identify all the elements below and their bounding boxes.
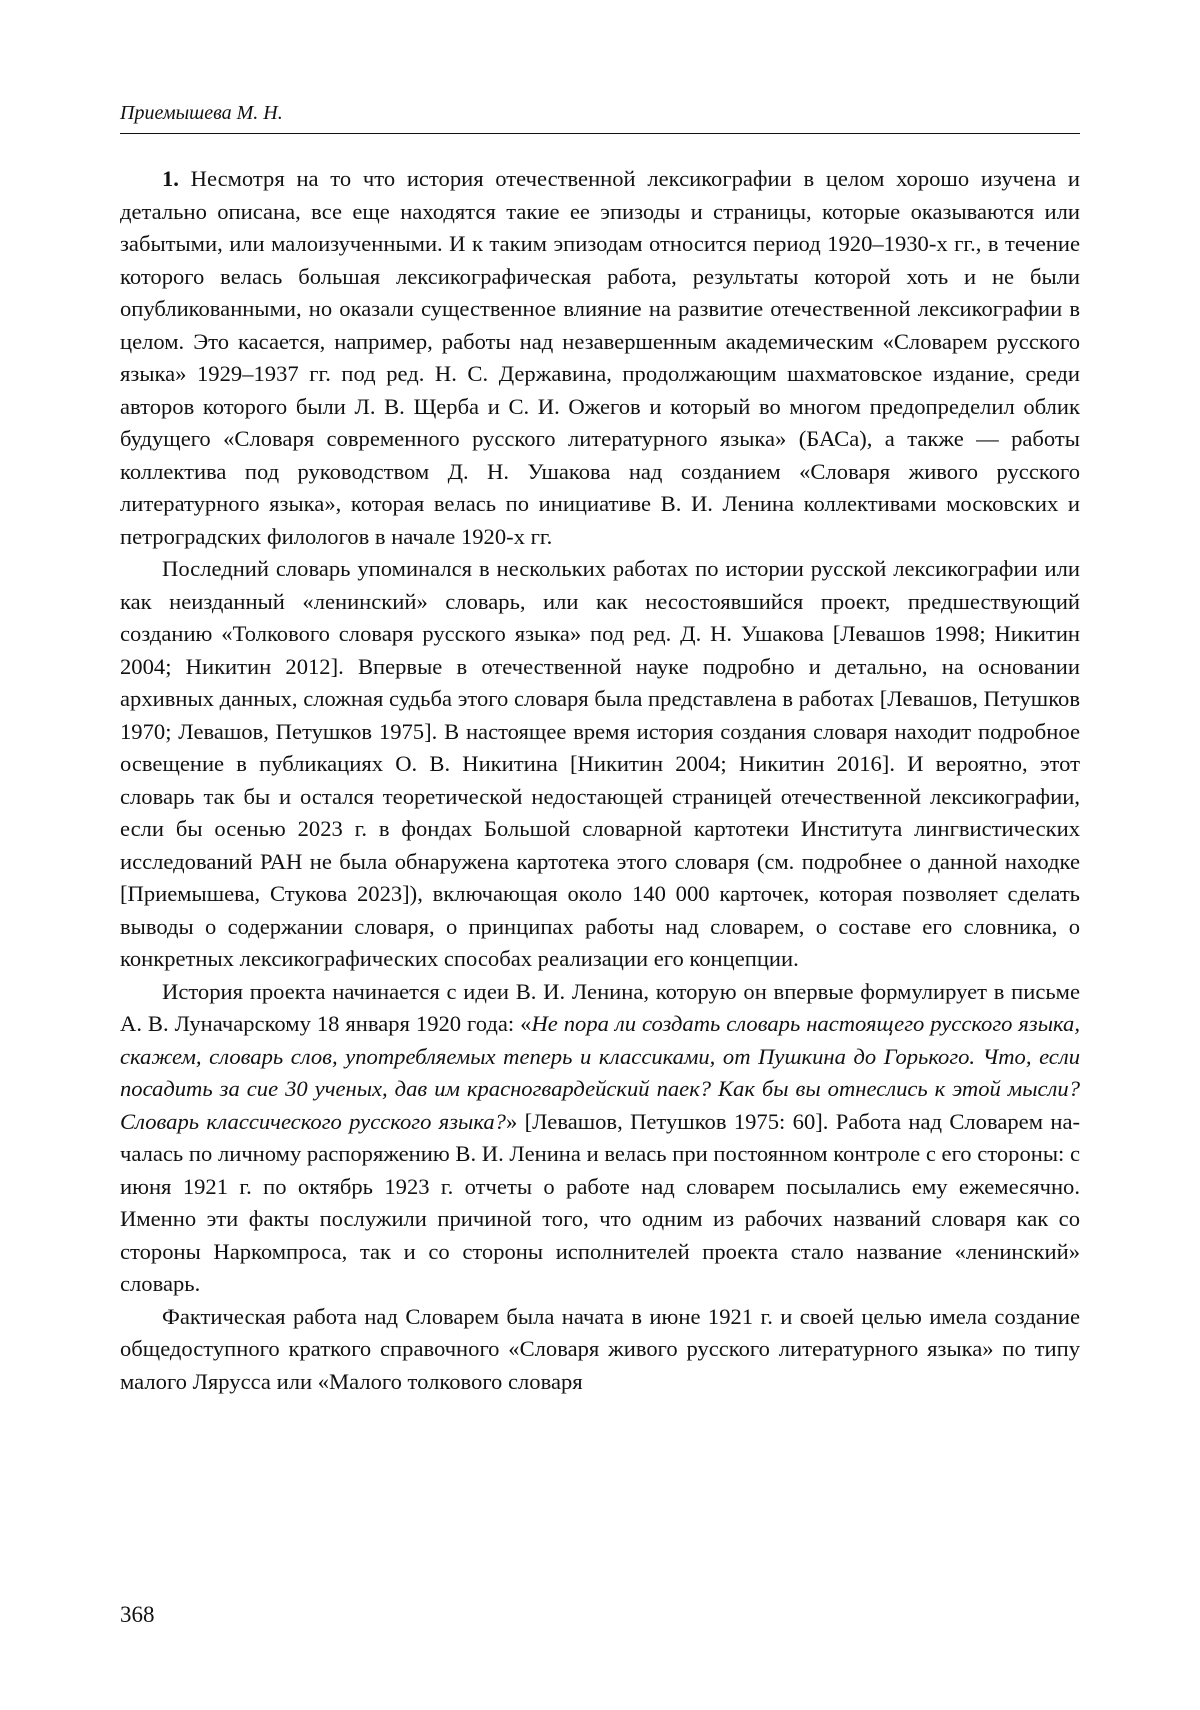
section-number: 1. bbox=[162, 166, 179, 191]
paragraph-4: Фактическая работа над Словарем была начата в июне 1921 г. и своей целью имела создание общедоступного краткого справочного «Словаря живого русского литературного языка» по типу малого Лярусса или «Малого толкового словаря bbox=[120, 1303, 1080, 1394]
paragraph-3-rest: » [Левашов, Петушков 1975: 60]. Работа над Словарем началась по личному распоряжению В. И. Ленина и велась при постоянном контроле с его стороны: с июня 1921 г. по октябрь 1923 г. отчеты о работе над словарем посылались ему ежемесячно. Именно эти факты послужили причиной того, что одним из рабочих названий словаря как со стороны Наркомпроса, так и со стороны исполнителей проекта стало название «ленинский» словарь. bbox=[120, 1108, 1081, 1296]
paragraph-3-lead: История проекта начинается с идеи В. И. Ленина, которую он впервые формулирует в письме А. В. Луначарскому 18 января 1920 года: « bbox=[120, 978, 1080, 1036]
header-divider bbox=[120, 133, 1080, 134]
paragraph-1-text: Несмотря на то что история отечественной лексикографии в целом хорошо изучена и детально описана, все еще находятся такие ее эпизоды и страницы, которые оказываются или забытыми, или малоизученными. И к таким эпизодам относится период 1920–1930-х гг., в течение которого велась большая лексикографическая работа, результаты которой хоть и не были опубликованными, но оказали существенное влияние на развитие отечественной лексикографии в целом. Это касается, например, работы над незавершенным академическим «Словарем русского языка» 1929–1937 гг. под ред. Н. С. Державина, продолжающим шахматовское издание, среди авторов которого были Л. В. Щерба и С. И. Ожегов и который во многом предопределил облик будущего «Словаря современного русского литературного языка» (БАСа), а также — работы коллектива под руководством Д. Н. Ушакова над созданием «Словаря живого русского литературного языка», которая велась по инициативе В. И. Ленина коллективами московских и петроградских филологов в начале 1920-х гг. bbox=[120, 166, 1080, 549]
paragraph-1 bbox=[120, 163, 1080, 553]
paragraph-3 bbox=[120, 976, 1080, 1301]
running-head-author: Приемышева М. Н. bbox=[120, 102, 283, 124]
article-body bbox=[120, 163, 1080, 1398]
lenin-quote: Не пора ли создать словарь настоящего русского языка, скажем, словарь слов, употребляемых теперь и классиками, от Пушкина до Горького. Что, если посадить за сие 30 ученых, дав им красногвардейский паек? Как бы вы отнеслись к этой мысли? Словарь классического русского языка? bbox=[120, 1011, 1080, 1134]
paragraph-2: Последний словарь упоминался в нескольких работах по истории русской лексикографии или как неизданный «ленинский» словарь, или как несостоявшийся проект, предшествующий созданию «Толкового словаря русского языка» под ред. Д. Н. Ушакова [Левашов 1998; Никитин 2004; Никитин 2012]. Впервые в отечественной науке подробно и детально, на основании архивных данных, сложная судьба этого словаря была представлена в работах [Левашов, Петушков 1970; Левашов, Петушков 1975]. В настоящее время история создания словаря находит подробное освещение в публикациях О. В. Никитина [Никитин 2004; Никитин 2016]. И вероятно, этот словарь так бы и остался теоретической недостающей страницей отечественной лексикографии, если бы осенью 2023 г. в фондах Большой словарной картотеки Института лингвистических исследований РАН не была обнаружена картотека этого словаря (см. подробнее о данной находке [Приемышева, Стукова 2023]), включающая около 140 000 карточек, которая позволяет сделать выводы о содержании словаря, о принципах работы над словарем, о составе его словника, о конкретных лексикографических способах реализации его концепции. bbox=[120, 556, 1080, 971]
page-number: 368 bbox=[120, 1602, 155, 1627]
document-page bbox=[120, 0, 1080, 1710]
